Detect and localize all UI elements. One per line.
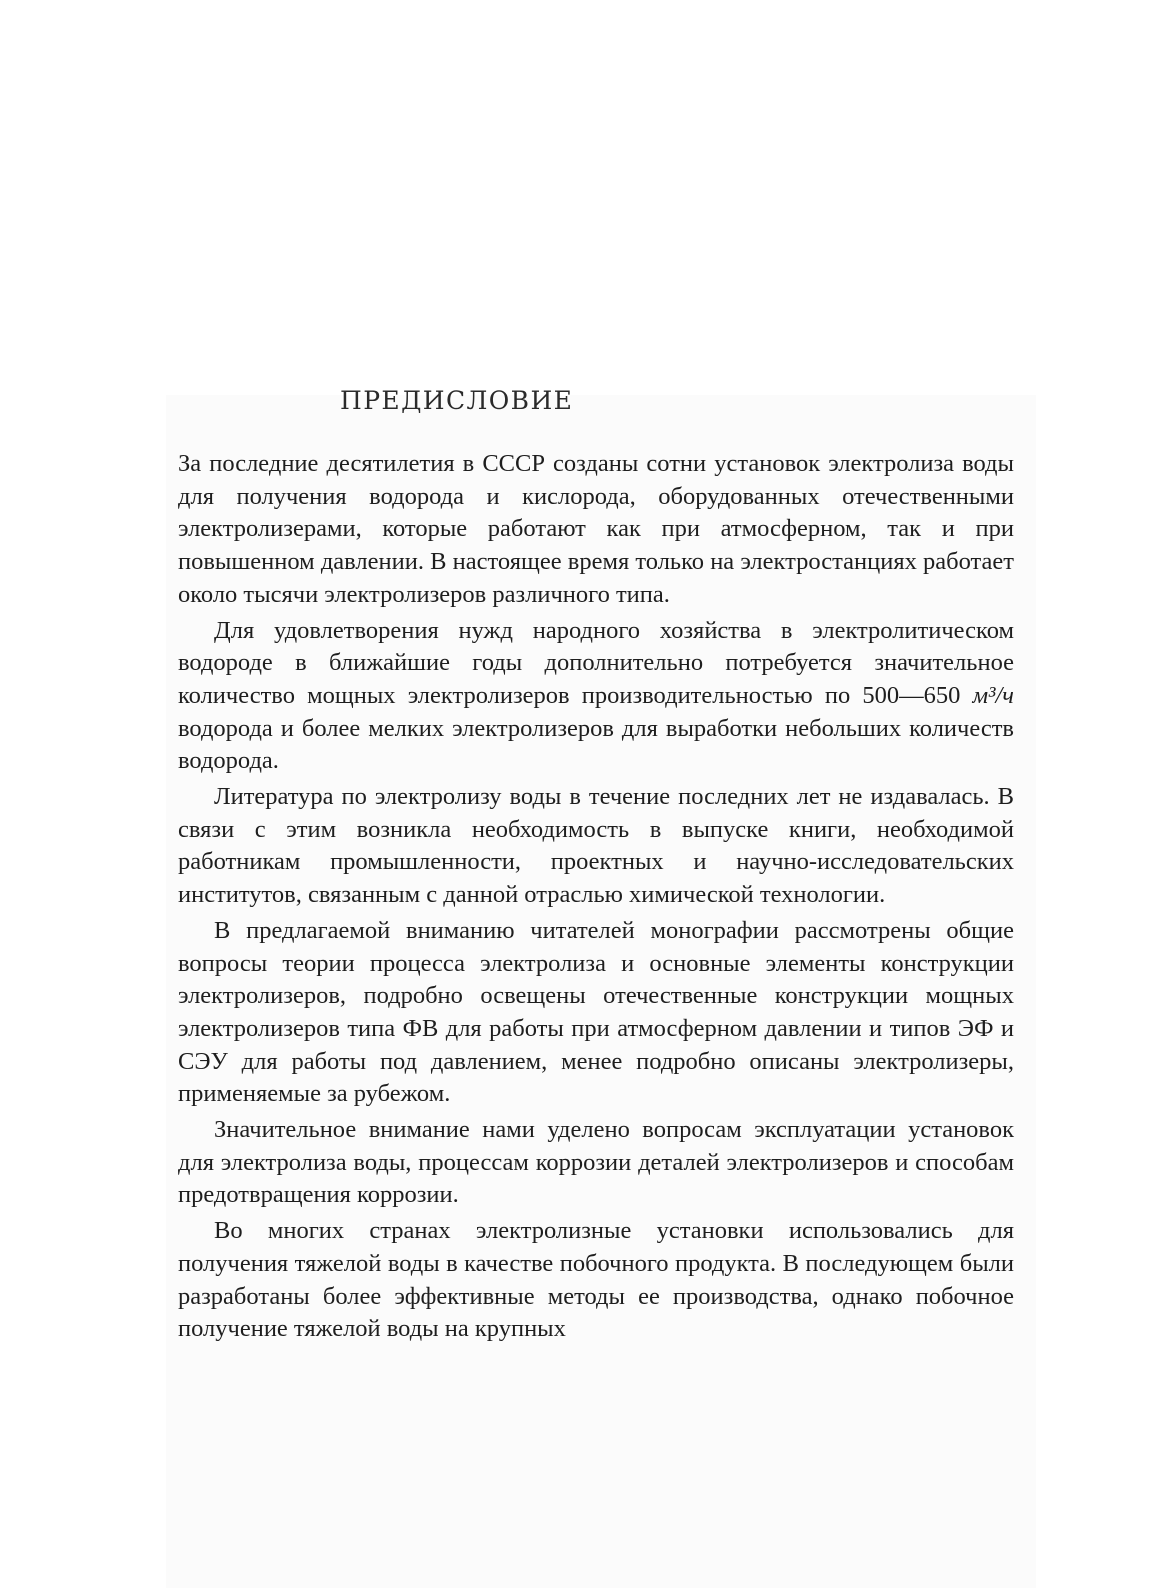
paragraph-2-after: водорода и более мелких электролизеров для выработки небольших количеств водорода. xyxy=(178,714,1014,775)
body-text xyxy=(178,448,1014,1349)
page-title: ПРЕДИСЛОВИЕ xyxy=(340,386,574,415)
paragraph-4: В предлагаемой вниманию читателей монографии рассмотрены общие вопросы теории процесса электролиза и основные элементы конструкции электролизеров, подробно освещены отечественные конструкции мощных электролизеров типа ФВ для работы при атмосферном давлении и типов ЭФ и СЭУ для работы под давлением, менее подробно описаны электролизеры, применяемые за рубежом. xyxy=(178,916,1014,1108)
unit-cubic-meters-per-hour: м³/ч xyxy=(972,681,1014,709)
paragraph-3: Литература по электролизу воды в течение последних лет не издавалась. В связи с этим возникла необходимость в выпуске книги, необходимой работникам промышленности, проектных и научно-исследовательских институтов, связанным с данной отраслью химической технологии. xyxy=(178,783,1014,909)
paragraph-2 xyxy=(178,615,1014,779)
paragraph-5: Значительное внимание нами уделено вопросам эксплуатации установок для электролиза воды, процессам коррозии деталей электролизеров и способам предотвращения коррозии. xyxy=(178,1116,1014,1209)
paragraph-2-before: Для удовлетворения нужд народного хозяйства в электролитическом водороде в ближайшие годы дополнительно потребуется значительное количество мощных электролизеров производительностью по 500—650 xyxy=(178,616,1014,709)
paragraph-1: За последние десятилетия в СССР созданы сотни установок электролиза воды для получения водорода и кислорода, оборудованных отечественными электролизерами, которые работают как при атмосферном, так и при повышенном давлении. В настоящее время только на электростанциях работает около тысячи электролизеров различного типа. xyxy=(178,450,1014,608)
paragraph-6: Во многих странах электролизные установки использовались для получения тяжелой воды в качестве побочного продукта. В последующем были разработаны более эффективные методы ее производства, однако побочное получение тяжелой воды на крупных xyxy=(178,1217,1014,1343)
